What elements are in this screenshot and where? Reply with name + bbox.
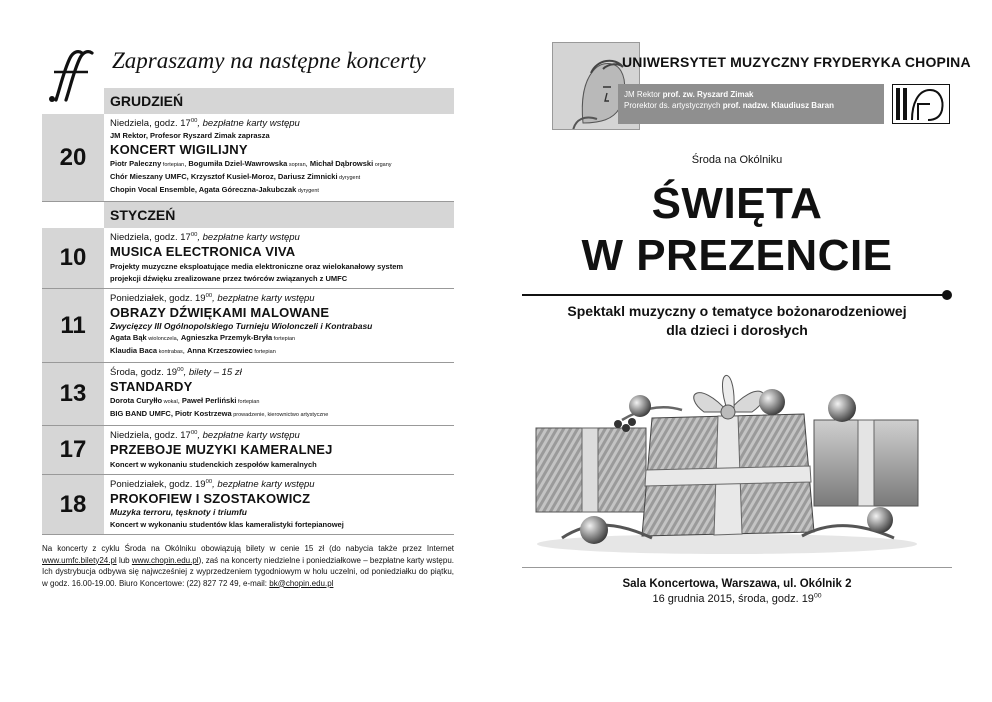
concerts-panel: [42, 42, 454, 589]
concert-time-minutes: 00: [190, 117, 198, 124]
event-title-line: W PREZENCIE: [581, 231, 893, 280]
concert-title: MUSICA ELECTRONICA VIVA: [110, 244, 296, 259]
concert-details: [104, 475, 454, 534]
concerts-header: [42, 42, 454, 88]
concert-time-main: Poniedziałek, godz. 19: [110, 479, 206, 490]
performer-name: Agnieszka Przemyk-Bryła: [180, 333, 273, 342]
performer-name: Dorota Curyłło: [110, 396, 163, 405]
concert-row: [42, 289, 454, 363]
event-subtitle-line: dla dzieci i dorosłych: [666, 322, 808, 338]
concerts-header-title: Zapraszamy na następne koncerty: [112, 48, 426, 73]
prorector-name: prof. nadzw. Klaudiusz Baran: [722, 101, 834, 110]
concert-subtitle: Zwycięzcy III Ogólnopolskiego Turnieju Wiolonczeli i Kontrabasu: [110, 321, 373, 331]
concert-day: 11: [42, 289, 104, 362]
concert-description: projekcji dźwięku zrealizowane przez twórców związanych z UMFC: [110, 274, 348, 283]
performer-name: Agata Bąk: [110, 333, 147, 342]
email-link[interactable]: bk@chopin.edu.pl: [269, 578, 334, 588]
concert-time-main: Poniedziałek, godz. 19: [110, 293, 206, 304]
performer-role: fortepian: [236, 399, 260, 405]
concert-time: [110, 231, 448, 244]
performers-line: [110, 184, 448, 197]
chopin-link[interactable]: www.chopin.edu.pl: [131, 555, 199, 565]
concert-time-minutes: 00: [190, 429, 198, 436]
concert-admission: , bezpłatne karty wstępu: [197, 118, 300, 129]
event-title-line: ŚWIĘTA: [651, 179, 823, 228]
event-poster: [522, 42, 971, 605]
rector-line: [624, 89, 878, 100]
month-header: GRUDZIEŃ: [104, 88, 454, 114]
event-subtitle: [522, 302, 952, 340]
concert-day: 10: [42, 228, 104, 288]
concert-row: [42, 363, 454, 426]
concert-time: [110, 429, 448, 442]
concert-subtitle: Muzyka terroru, tęsknoty i triumfu: [110, 507, 247, 517]
concert-description: Koncert w wykonaniu studentów klas kameralistyki fortepianowej: [110, 520, 344, 529]
bilety24-link[interactable]: www.umfc.bilety24.pl: [42, 555, 117, 565]
ticket-info-text: lub: [116, 555, 132, 565]
event-date-text: 16 grudnia 2015, środa, godz. 19: [652, 593, 814, 605]
concert-day: 17: [42, 426, 104, 474]
event-title: [522, 178, 952, 282]
performer-name: Chopin Vocal Ensemble, Agata Góreczna-Jakubczak: [110, 185, 297, 194]
performer-role: fortepian: [252, 349, 276, 355]
concert-time: [110, 117, 448, 130]
concert-row: [42, 228, 454, 289]
ticket-info-text: ), zaś na koncerty niedzielne i poniedziałkowe – bezpłatne karty wstępu. Ich dystrybucja odbywa się najwcześniej z wyprzedzeniem tygodniowym w holu uczelni, od poniedziałku do piątku, w godz. 16.00-19.00. Biuro Koncertowe: (22) 827 72 49, e-mail:: [42, 555, 454, 588]
performer-role: wokal: [162, 399, 178, 405]
month-header: STYCZEŃ: [104, 202, 454, 228]
performers-line: [110, 395, 448, 408]
concert-time-minutes: 00: [177, 366, 184, 373]
concert-time-main: Niedziela, godz. 17: [110, 118, 191, 129]
event-subtitle-line: Spektakl muzyczny o tematyce bożonarodzeniowej: [567, 303, 907, 319]
performer-role: fortepian: [272, 336, 296, 342]
title-divider: [522, 290, 952, 300]
prorector-line: [624, 100, 878, 111]
university-name: UNIWERSYTET MUZYCZNY FRYDERYKA CHOPINA: [622, 54, 971, 70]
performer-name: ,: [177, 396, 182, 405]
performer-name: Klaudia Baca: [110, 346, 158, 355]
authorities-bar: [618, 84, 884, 124]
performer-name: ,: [305, 159, 310, 168]
concert-title: PROKOFIEW I SZOSTAKOWICZ: [110, 491, 311, 506]
performers-line: [110, 171, 448, 184]
concert-day: 20: [42, 114, 104, 201]
performer-role: sopran: [287, 162, 306, 168]
concert-title: STANDARDY: [110, 379, 193, 394]
series-name: Środa na Okólniku: [691, 154, 783, 166]
concert-time: [110, 292, 448, 305]
christmas-gifts-image: [522, 348, 932, 556]
performer-name: Bogumiła Dziel-Wawrowska: [188, 159, 288, 168]
performer-name: BIG BAND UMFC, Piotr Kostrzewa: [110, 409, 232, 418]
performer-name: Chór Mieszany UMFC, Krzysztof Kusiel-Moroz, Dariusz Zimnicki: [110, 172, 338, 181]
performer-name: ,: [176, 333, 181, 342]
concert-time-main: Niedziela, godz. 17: [110, 232, 191, 243]
concert-description: Projekty muzyczne eksploatujące media elektroniczne oraz wielokanałowy system: [110, 262, 404, 271]
performer-name: ,: [182, 346, 187, 355]
concert-time-minutes: 00: [205, 292, 213, 299]
concert-details: [104, 289, 454, 362]
concert-admission: , bezpłatne karty wstępu: [197, 430, 300, 441]
ff-logo-icon: [42, 48, 98, 104]
performers-line: [110, 158, 448, 171]
concert-time-main: Środa, godz. 19: [110, 367, 178, 378]
concert-title: KONCERT WIGILIJNY: [110, 142, 248, 157]
concert-admission: , bezpłatne karty wstępu: [212, 293, 315, 304]
performer-name: Anna Krzeszowiec: [186, 346, 253, 355]
event-date: [522, 593, 952, 605]
concert-time: [110, 366, 448, 379]
performer-role: organy: [373, 162, 392, 168]
concert-admission: , bilety – 15 zł: [183, 367, 242, 378]
performer-role: fortepian: [161, 162, 185, 168]
concert-time-minutes: 00: [190, 231, 198, 238]
concert-admission: , bezpłatne karty wstępu: [197, 232, 300, 243]
rector-label: JM Rektor: [624, 90, 663, 99]
concert-day: 13: [42, 363, 104, 425]
concert-host: JM Rektor, Profesor Ryszard Zimak zaprasza: [110, 131, 270, 140]
performer-name: Paweł Perliński: [181, 396, 237, 405]
umfc-logo-icon: [892, 84, 950, 124]
concert-admission: , bezpłatne karty wstępu: [212, 479, 315, 490]
performer-role: kontrabas: [157, 349, 183, 355]
performers-line: [110, 332, 448, 345]
concert-details: [104, 114, 454, 201]
concert-description: Koncert w wykonaniu studenckich zespołów kameralnych: [110, 460, 317, 469]
performer-role: prowadzenie, kierownictwo artystyczne: [231, 412, 329, 418]
ticket-info: [42, 543, 454, 589]
concert-time-minutes: 00: [205, 478, 213, 485]
concert-row: [42, 475, 454, 535]
concert-time-main: Niedziela, godz. 17: [110, 430, 191, 441]
concert-details: [104, 228, 454, 288]
performer-name: Piotr Paleczny: [110, 159, 162, 168]
concert-row: [42, 114, 454, 202]
performer-role: dyrygent: [337, 175, 361, 181]
performer-name: ,: [184, 159, 189, 168]
event-venue: Sala Koncertowa, Warszawa, ul. Okólnik 2: [622, 578, 852, 590]
concert-details: [104, 363, 454, 425]
university-header: [522, 42, 971, 130]
ticket-info-text: Na koncerty z cyklu Środa na Okólniku obowiązują bilety w cenie 15 zł (do nabycia także przez Internet: [42, 544, 454, 553]
bottom-divider: [522, 567, 952, 568]
concert-title: PRZEBOJE MUZYKI KAMERALNEJ: [110, 442, 333, 457]
performer-name: Michał Dąbrowski: [309, 159, 374, 168]
concert-row: [42, 426, 454, 475]
performer-role: dyrygent: [296, 188, 319, 194]
concert-details: [104, 426, 454, 474]
rector-name: prof. zw. Ryszard Zimak: [662, 90, 754, 99]
prorector-label: Prorektor ds. artystycznych: [624, 101, 723, 110]
event-date-minutes: 00: [813, 592, 822, 600]
concert-title: OBRAZY DŹWIĘKAMI MALOWANE: [110, 305, 330, 320]
concert-day: 18: [42, 475, 104, 534]
performer-role: wiolonczela: [146, 336, 177, 342]
performers-line: [110, 408, 448, 421]
concert-time: [110, 478, 448, 491]
concert-schedule: [42, 88, 454, 535]
performers-line: [110, 345, 448, 358]
